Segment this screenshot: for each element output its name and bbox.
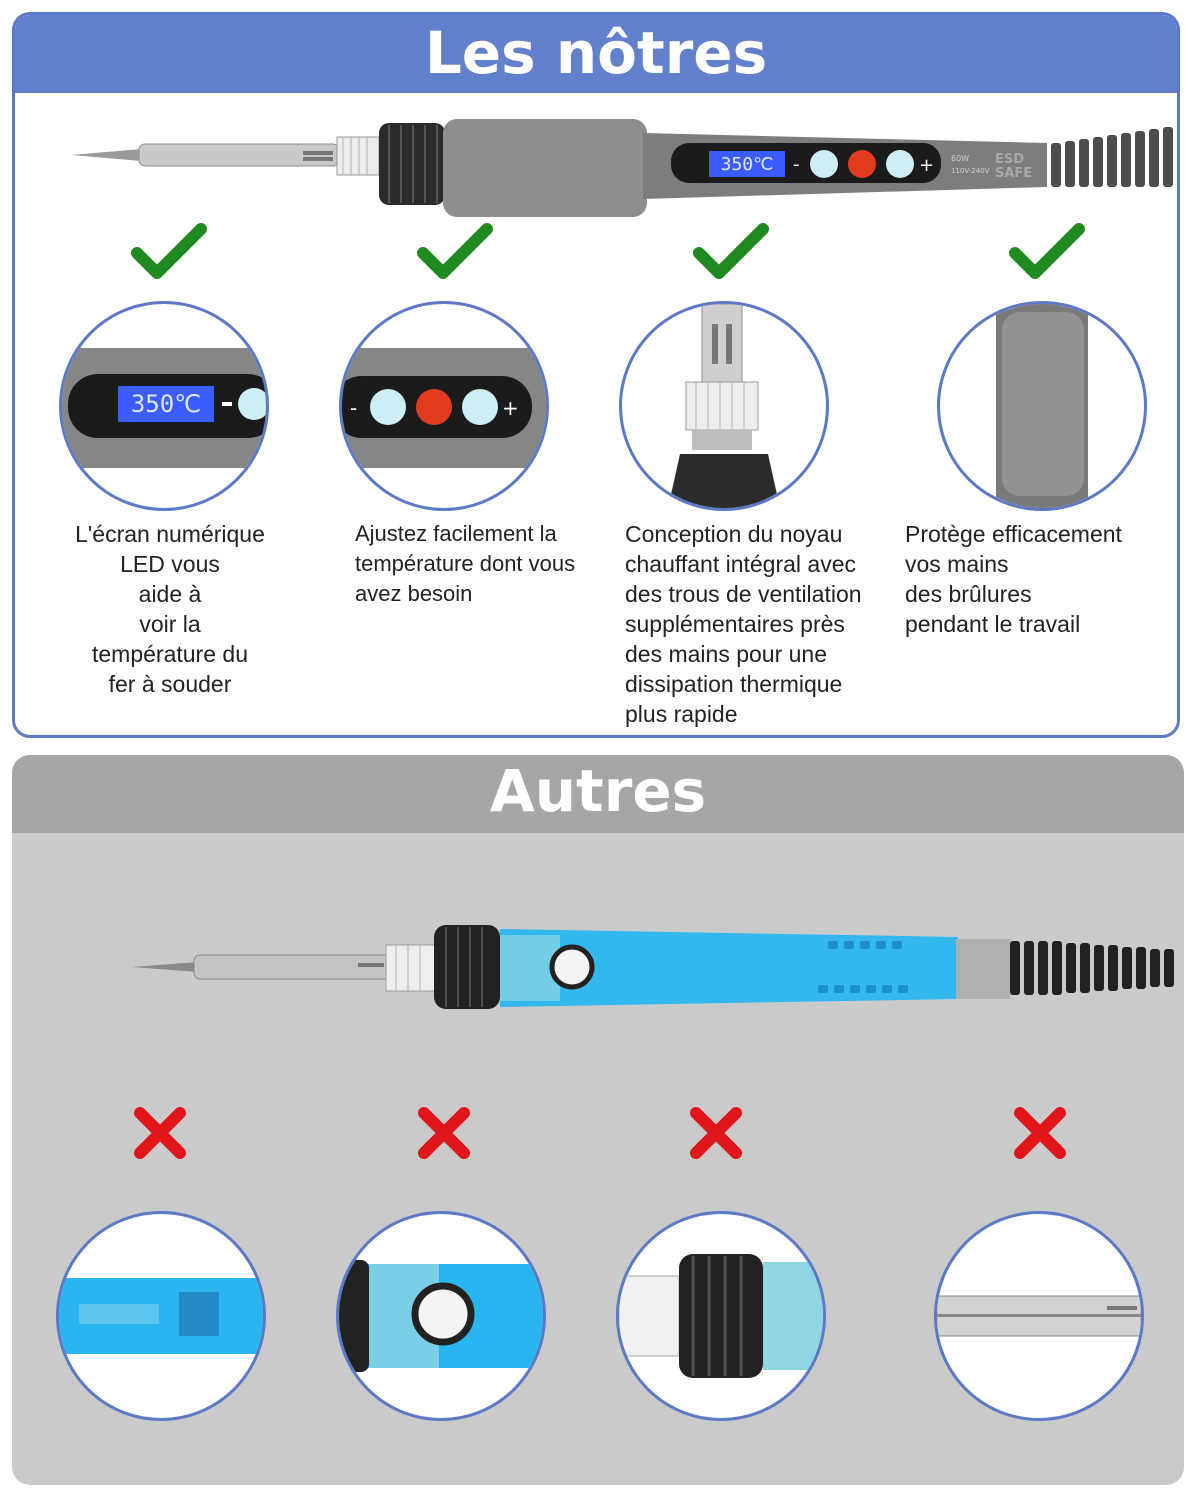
blue-handle-closeup-circle [56,1211,266,1421]
check-icon [1009,223,1085,283]
cross-icon [416,1105,472,1161]
others-panel [12,755,1184,1485]
ours-title: Les nôtres [424,19,768,87]
caption-heating-core: Conception du noyau chauffant intégral avec des trous de ventilation supplémentaires près des mains pour une dissipation thermique plus rapide [625,521,862,727]
metal-tube-closeup-circle [934,1211,1144,1421]
cross-icon [688,1105,744,1161]
caption-protection: Protège efficacement vos mains des brûlures pendant le travail [905,521,1122,637]
others-title: Autres [489,757,707,825]
svg-text:SAFE: SAFE [995,166,1033,181]
svg-text:350℃: 350℃ [130,390,202,418]
lcd-closeup-circle [59,301,269,511]
caption-lcd: L'écran numérique LED vous aide à voir la température du fer à souder [75,521,265,697]
analog-soldering-iron-image [128,915,1178,1019]
svg-text:-: - [793,154,800,175]
svg-text:ESD: ESD [995,152,1025,167]
check-icon [417,223,493,283]
cross-icon [1012,1105,1068,1161]
hero-lcd-text: 350℃ [720,154,774,175]
cross-icon [132,1105,188,1161]
buttons-closeup-circle [339,301,549,511]
svg-text:-: - [350,396,358,420]
nut-closeup-circle [616,1211,826,1421]
check-icon [693,223,769,283]
digital-soldering-iron-image [67,103,1180,223]
svg-text:110V-240V: 110V-240V [951,167,990,175]
ours-panel [12,12,1180,738]
svg-text:+: + [502,396,519,420]
svg-text:60W: 60W [951,154,970,163]
svg-text:+: + [919,155,935,176]
heating-core-closeup-circle [619,301,829,511]
caption-adjust: Ajustez facilement la température dont vous avez besoin [355,521,576,606]
check-icon [131,223,207,283]
grip-closeup-circle [937,301,1147,511]
dial-closeup-circle [336,1211,546,1421]
